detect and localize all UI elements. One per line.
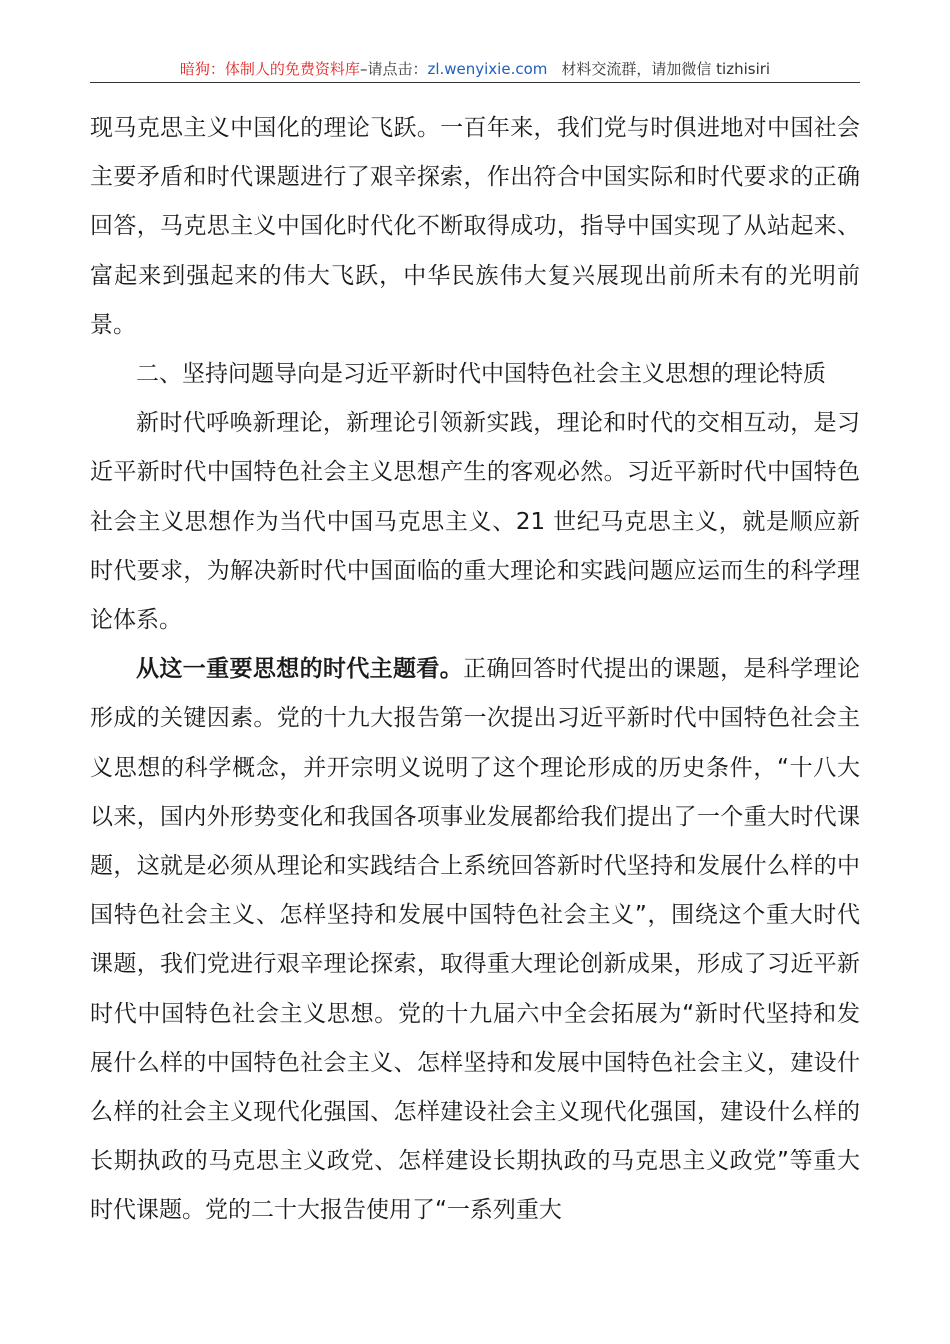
paragraph-era-theme <box>90 645 860 1235</box>
section-heading: 二、坚持问题导向是习近平新时代中国特色社会主义思想的理论特质 <box>136 361 826 388</box>
paragraph-lead-bold: 从这一重要思想的时代主题看。 <box>136 656 464 683</box>
header-url-link[interactable]: zl.wenyixie.com <box>427 60 548 78</box>
header-divider <box>90 82 860 83</box>
header-wechat-note: 材料交流群，请加微信 tizhisiri <box>561 60 771 78</box>
paragraph-new-era-theory: 新时代呼唤新理论，新理论引领新实践，理论和时代的交相互动，是习近平新时代中国特色社会主义思想产生的客观必然。习近平新时代中国特色社会主义思想作为当代中国马克思主义、21 世纪马克思主义，就是顺应新时代要求，为解决新时代中国面临的重大理论和实践问题应运而生的科学理论体系。 <box>90 410 860 634</box>
page-header <box>90 58 860 82</box>
paragraph-era-theme-text: 正确回答时代提出的课题，是科学理论形成的关键因素。党的十九大报告第一次提出习近平新时代中国特色社会主义思想的科学概念，并开宗明义说明了这个理论形成的历史条件，“十八大以来，国内外形势变化和我国各项事业发展都给我们提出了一个重大时代课题，这就是必须从理论和实践结合上系统回答新时代坚持和发展什么样的中国特色社会主义、怎样坚持和发展中国特色社会主义”，围绕这个重大时代课题，我们党进行艰辛理论探索，取得重大理论创新成果，形成了习近平新时代中国特色社会主义思想。党的十九届六中全会拓展为“新时代坚持和发展什么样的中国特色社会主义、怎样坚持和发展中国特色社会主义，建设什么样的社会主义现代化强国、怎样建设社会主义现代化强国，建设什么样的长期执政的马克思主义政党、怎样建设长期执政的马克思主义政党”等重大时代课题。党的二十大报告使用了“一系列重大 <box>90 656 861 1224</box>
document-body <box>90 104 860 1236</box>
paragraph-continuation: 现马克思主义中国化的理论飞跃。一百年来，我们党与时俱进地对中国社会主要矛盾和时代课题进行了艰辛探索，作出符合中国实际和时代要求的正确回答，马克思主义中国化时代化不断取得成功，指导中国实现了从站起来、富起来到强起来的伟大飞跃，中华民族伟大复兴展现出前所未有的光明前景。 <box>90 115 860 338</box>
header-click-prompt: –请点击： <box>359 60 428 78</box>
header-brand: 暗狗：体制人的免费资料库 <box>179 60 360 78</box>
